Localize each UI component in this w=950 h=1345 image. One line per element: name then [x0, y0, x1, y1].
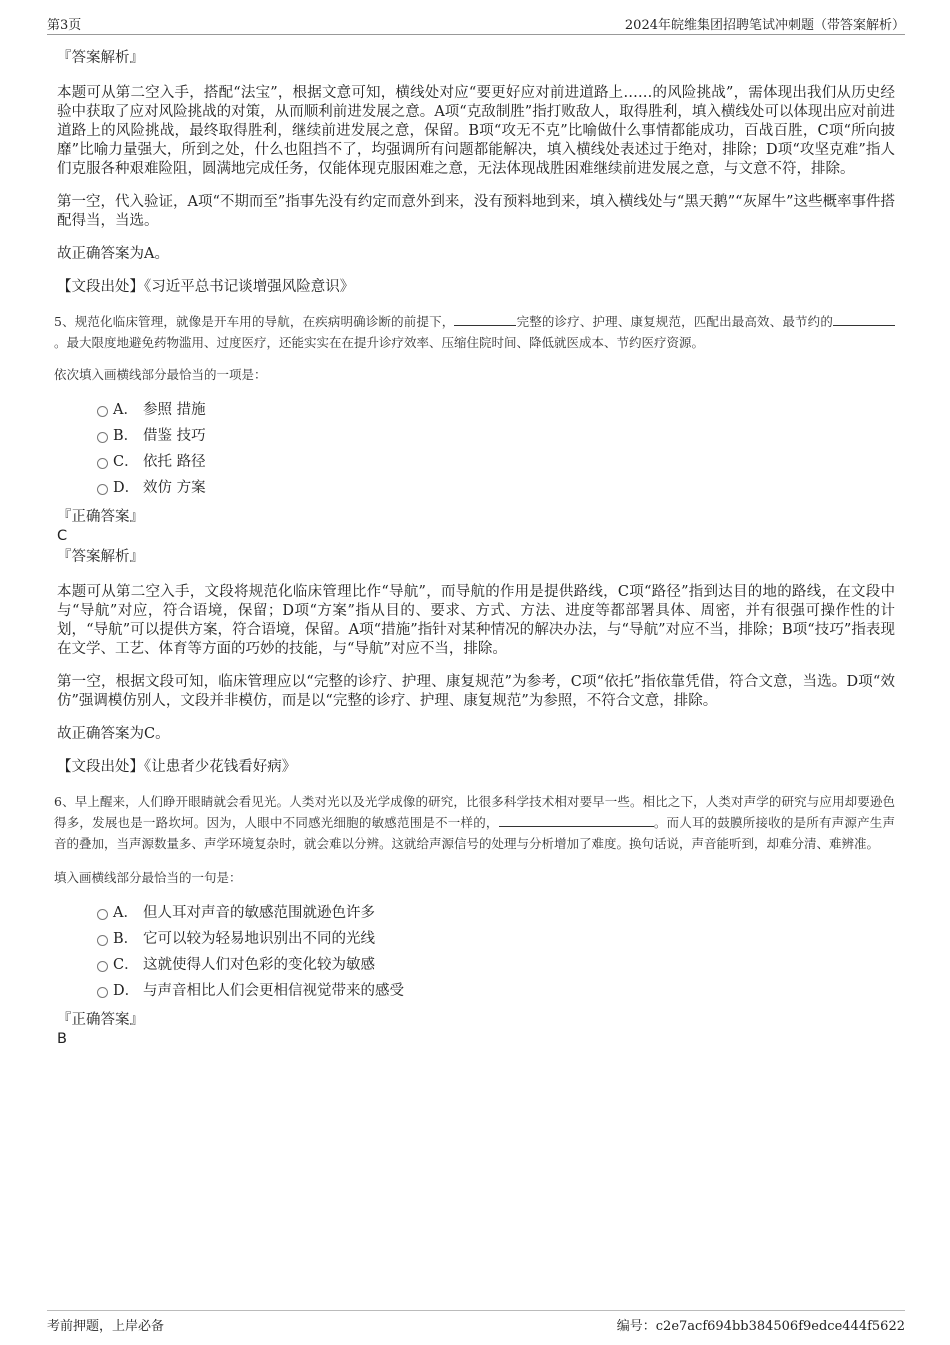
q5-option-b[interactable]: B． 借鉴 技巧: [57, 423, 895, 449]
q5-stem-part-c: 。最大限度地避免药物滥用、过度医疗，还能实实在在提升诊疗效率、压缩住院时间、降低就医成本、节约医疗资源。: [54, 335, 705, 350]
page-header: [47, 14, 905, 35]
radio-icon[interactable]: [97, 987, 108, 998]
footer-slogan: 考前押题，上岸必备: [47, 1319, 165, 1334]
q6-blank: [499, 814, 654, 827]
radio-icon[interactable]: [97, 458, 108, 469]
q5-correct-label: 『正确答案』: [57, 509, 144, 525]
q5-blank-2: [833, 313, 895, 326]
page-content: [54, 44, 895, 1048]
q5-analysis-label: 『答案解析』: [57, 549, 144, 565]
radio-icon[interactable]: [97, 432, 108, 443]
q5-blank-1: [454, 313, 516, 326]
q5-option-a[interactable]: A． 参照 措施: [57, 397, 895, 423]
page-footer: [47, 1310, 905, 1335]
q5-option-c[interactable]: C． 依托 路径: [57, 449, 895, 475]
radio-icon[interactable]: [97, 909, 108, 920]
radio-icon[interactable]: [97, 406, 108, 417]
q6-stem: [54, 791, 895, 854]
q5-source: 【文段出处】《让患者少花钱看好病》: [57, 759, 297, 775]
q6-prompt: 填入画横线部分最恰当的一句是：: [54, 870, 242, 885]
radio-icon[interactable]: [97, 935, 108, 946]
q5-stem-part-a: 5、规范化临床管理，就像是开车用的导航，在疾病明确诊断的前提下，: [54, 314, 455, 329]
q6-correct-answer: B: [57, 1031, 67, 1047]
q6-correct-label: 『正确答案』: [57, 1012, 144, 1028]
q6-option-a[interactable]: A． 但人耳对声音的敏感范围就逊色许多: [57, 900, 895, 926]
q4-analysis-para-3: 故正确答案为A。: [57, 246, 169, 262]
q6-option-d[interactable]: D． 与声音相比人们会更相信视觉带来的感受: [57, 978, 895, 1004]
q6-option-b[interactable]: B． 它可以较为轻易地识别出不同的光线: [57, 926, 895, 952]
page-number: 第3页: [47, 18, 82, 33]
q6-options: [57, 900, 895, 1004]
q5-option-d[interactable]: D． 效仿 方案: [57, 475, 895, 501]
q5-analysis-para-3: 故正确答案为C。: [57, 726, 170, 742]
q6-stem-part-a: 6、早上醒来，人们睁开眼睛就会看见光。人类对光以及光学成像的研究，比很多科学技术相对要早一些。相比之下，人类对声学的研究与应用却要逊色得多，发展也是一路坎坷。因为，人眼中不同感光细胞的敏感范围是不一样的，: [54, 794, 895, 830]
q6-option-c[interactable]: C． 这就使得人们对色彩的变化较为敏感: [57, 952, 895, 978]
q4-analysis-para-1: 本题可从第二空入手，搭配“法宝”，根据文意可知，横线处对应“要更好应对前进道路上……的风险挑战”，需体现出我们从历史经验中获取了应对风险挑战的对策，从而顺利前进发展之意。A项“克敌制胜”指打败敌人，取得胜利，填入横线处可以体现出应对前进道路上的风险挑战，最终取得胜利，继续前进发展之意，保留。B项“攻无不克”比喻做什么事情都能成功，百战百胜，C项“所向披靡”比喻力量强大，所到之处，什么也阻挡不了，均强调所有问题都能解决，填入横线处表述过于绝对，排除；D项“攻坚克难”指人们克服各种艰难险阻，圆满地完成任务，仅能体现克服困难之意，无法体现战胜困难继续前进发展之意，与文意不符，排除。: [57, 85, 895, 177]
q5-analysis-para-2: 第一空，根据文段可知，临床管理应以“完整的诊疗、护理、康复规范”为参考，C项“依托”指依靠凭借，符合文意，当选。D项“效仿”强调模仿别人，文段并非模仿，而是以“完整的诊疗、护理、康复规范”为参照，不符合文意，排除。: [57, 674, 895, 709]
q5-prompt: 依次填入画横线部分最恰当的一项是：: [54, 367, 267, 382]
q6-stem-part-b: 。而人耳的鼓膜所接收的是所有声源产生声音的叠加，当声源数量多、声学环境复杂时，就会难以分辨。这就给声源信号的处理与分析增加了难度。换句话说，声音能听到，却难分清、难辨准。: [54, 815, 895, 851]
document-title: 2024年皖维集团招聘笔试冲刺题（带答案解析）: [624, 18, 905, 33]
q4-source: 【文段出处】《习近平总书记谈增强风险意识》: [57, 279, 355, 295]
radio-icon[interactable]: [97, 961, 108, 972]
q5-correct-answer: C: [57, 528, 68, 544]
q4-analysis-label: 『答案解析』: [57, 50, 144, 66]
q5-options: [57, 397, 895, 501]
footer-serial: 编号：c2e7acf694bb384506f9edce444f5622: [616, 1319, 905, 1334]
q5-stem-part-b: 完整的诊疗、护理、康复规范，匹配出最高效、最节约的: [516, 314, 833, 329]
q5-stem: [54, 311, 895, 353]
q5-analysis-para-1: 本题可从第二空入手，文段将规范化临床管理比作“导航”，而导航的作用是提供路线，C项“路径”指到达目的地的路线，在文段中与“导航”对应，符合语境，保留；D项“方案”指从目的、要求、方式、方法、进度等都部署具体、周密，并有很强可操作性的计划，“导航”可以提供方案，符合语境，保留。A项“措施”指针对某种情况的解决办法，与“导航”对应不当，排除；B项“技巧”指表现在文学、工艺、体育等方面的巧妙的技能，与“导航”对应不当，排除。: [57, 584, 895, 657]
radio-icon[interactable]: [97, 484, 108, 495]
q4-analysis-para-2: 第一空，代入验证，A项“不期而至”指事先没有约定而意外到来，没有预料地到来，填入横线处与“黑天鹅”“灰犀牛”这些概率事件搭配得当，当选。: [57, 194, 895, 229]
